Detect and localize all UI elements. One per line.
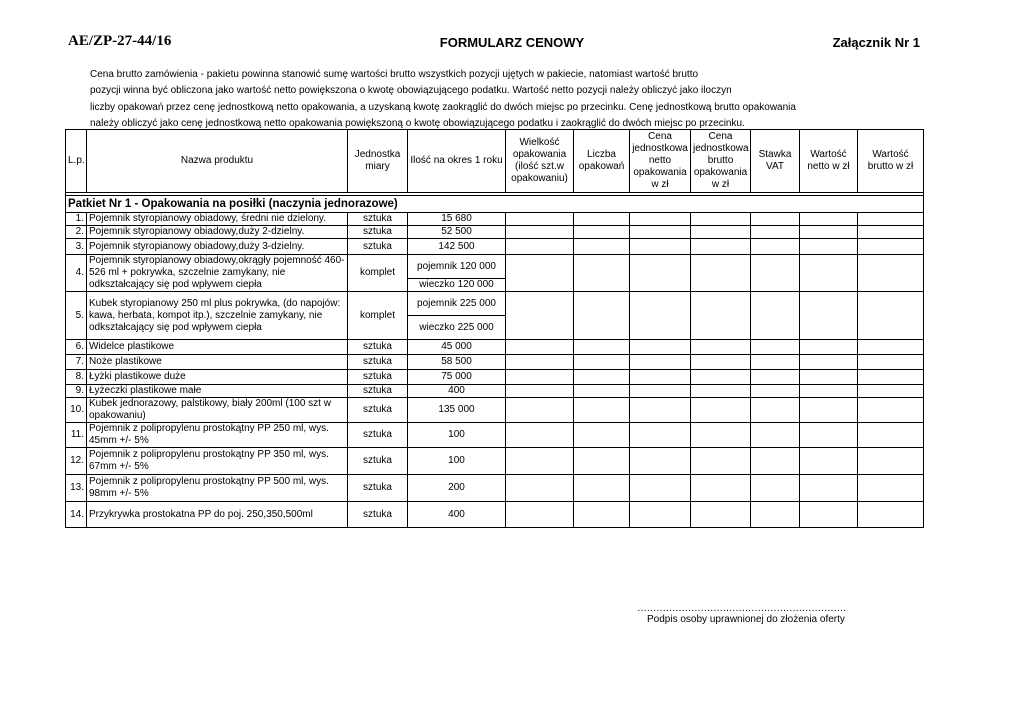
cell-name: Kubek jednorazowy, palstikowy, biały 200ml (100 szt w opakowaniu): [87, 398, 348, 423]
cell-pack-count: [574, 423, 630, 448]
cell-name: Noże plastikowe: [87, 355, 348, 370]
cell-unit-gross: [691, 239, 751, 255]
package-row: [66, 196, 924, 213]
cell-unit: sztuka: [348, 226, 408, 239]
cell-lp: 5.: [66, 292, 87, 340]
cell-unit: komplet: [348, 292, 408, 340]
cell-vat: [751, 385, 800, 398]
cell-net: [800, 213, 858, 226]
cell-name: Pojemnik styropianowy obiadowy,duży 2-dzielny.: [87, 226, 348, 239]
cell-unit-net: [630, 255, 691, 292]
cell-unit-net: [630, 398, 691, 423]
cell-qty: 75 000: [408, 370, 506, 385]
cell-vat: [751, 448, 800, 475]
cell-net: [800, 385, 858, 398]
document-reference: AE/ZP-27-44/16: [68, 33, 172, 49]
table-row: [66, 398, 924, 423]
table-row: [66, 213, 924, 226]
cell-unit-gross: [691, 448, 751, 475]
cell-lp: 8.: [66, 370, 87, 385]
table-row: [66, 226, 924, 239]
cell-net: [800, 370, 858, 385]
cell-pack-size: [506, 448, 574, 475]
price-table: [65, 129, 924, 528]
cell-pack-size: [506, 239, 574, 255]
cell-unit-gross: [691, 355, 751, 370]
cell-net: [800, 475, 858, 502]
cell-qty: pojemnik 120 000: [408, 255, 506, 279]
cell-unit: sztuka: [348, 398, 408, 423]
cell-lp: 14.: [66, 502, 87, 528]
cell-unit-net: [630, 239, 691, 255]
cell-vat: [751, 398, 800, 423]
cell-pack-size: [506, 213, 574, 226]
cell-name: Pojemnik z polipropylenu prostokątny PP 350 ml, wys. 67mm +/- 5%: [87, 448, 348, 475]
cell-unit-gross: [691, 213, 751, 226]
cell-pack-size: [506, 398, 574, 423]
cell-vat: [751, 423, 800, 448]
cell-unit: sztuka: [348, 502, 408, 528]
cell-unit-gross: [691, 340, 751, 355]
cell-unit-net: [630, 213, 691, 226]
cell-qty: 45 000: [408, 340, 506, 355]
cell-lp: 11.: [66, 423, 87, 448]
cell-lp: 13.: [66, 475, 87, 502]
col-vat-header: Stawka VAT: [751, 130, 800, 193]
cell-vat: [751, 255, 800, 292]
cell-net: [800, 226, 858, 239]
cell-vat: [751, 340, 800, 355]
cell-vat: [751, 292, 800, 340]
cell-qty: 200: [408, 475, 506, 502]
cell-unit-gross: [691, 292, 751, 340]
cell-pack-count: [574, 213, 630, 226]
cell-pack-size: [506, 385, 574, 398]
table-row: [66, 448, 924, 475]
table-row: [66, 355, 924, 370]
cell-unit-gross: [691, 475, 751, 502]
cell-gross: [858, 340, 924, 355]
cell-pack-size: [506, 292, 574, 340]
cell-unit-net: [630, 370, 691, 385]
package-title: Patkiet Nr 1 - Opakowania na posiłki (naczynia jednorazowe): [66, 196, 924, 213]
cell-vat: [751, 226, 800, 239]
col-unit-header: Jednostka miary: [348, 130, 408, 193]
cell-name: Pojemnik styropianowy obiadowy,duży 3-dzielny.: [87, 239, 348, 255]
cell-qty: 52 500: [408, 226, 506, 239]
cell-unit-gross: [691, 423, 751, 448]
cell-pack-size: [506, 355, 574, 370]
cell-net: [800, 239, 858, 255]
cell-name: Widelce plastikowe: [87, 340, 348, 355]
cell-unit: sztuka: [348, 355, 408, 370]
cell-qty: 142 500: [408, 239, 506, 255]
col-net-header: Wartość netto w zł: [800, 130, 858, 193]
cell-lp: 1.: [66, 213, 87, 226]
cell-gross: [858, 226, 924, 239]
col-gross-header: Wartość brutto w zł: [858, 130, 924, 193]
cell-unit-net: [630, 226, 691, 239]
cell-pack-count: [574, 502, 630, 528]
cell-unit-gross: [691, 370, 751, 385]
cell-gross: [858, 423, 924, 448]
cell-qty: 100: [408, 423, 506, 448]
cell-name: Pojemnik styropianowy obiadowy,okrągły pojemność 460-526 ml + pokrywka, szczelnie zamykany, nie odkształcający się pod wpływem ciepła: [87, 255, 348, 292]
col-qty-header: Ilość na okres 1 roku: [408, 130, 506, 193]
cell-net: [800, 398, 858, 423]
instruction-line: pozycji winna być obliczona jako wartość netto powiększona o kwotę obowiązującego podatku. Wartość netto pozycji należy obliczyć jako iloczyn: [90, 85, 732, 97]
col-unit-gross-header: Cena jednostkowa brutto opakowania w zł: [691, 130, 751, 193]
cell-pack-size: [506, 475, 574, 502]
cell-pack-size: [506, 255, 574, 292]
cell-unit-net: [630, 502, 691, 528]
cell-pack-size: [506, 226, 574, 239]
cell-lp: 7.: [66, 355, 87, 370]
cell-gross: [858, 355, 924, 370]
cell-unit: sztuka: [348, 340, 408, 355]
cell-lp: 10.: [66, 398, 87, 423]
cell-qty: 100: [408, 448, 506, 475]
cell-unit: sztuka: [348, 239, 408, 255]
cell-gross: [858, 385, 924, 398]
cell-lp: 4.: [66, 255, 87, 292]
cell-gross: [858, 255, 924, 292]
cell-unit-gross: [691, 226, 751, 239]
cell-net: [800, 255, 858, 292]
col-lp-header: L.p.: [66, 130, 87, 193]
cell-pack-size: [506, 502, 574, 528]
table-row: [66, 385, 924, 398]
cell-net: [800, 448, 858, 475]
signature-line: …………………………………………………………: [637, 603, 846, 614]
cell-unit-gross: [691, 398, 751, 423]
cell-vat: [751, 213, 800, 226]
col-unit-net-header: Cena jednostkowa netto opakowania w zł: [630, 130, 691, 193]
table-row: [66, 370, 924, 385]
cell-pack-size: [506, 423, 574, 448]
cell-pack-count: [574, 475, 630, 502]
cell-unit-gross: [691, 385, 751, 398]
cell-vat: [751, 475, 800, 502]
cell-gross: [858, 448, 924, 475]
cell-unit: sztuka: [348, 370, 408, 385]
cell-pack-count: [574, 448, 630, 475]
annex-label: Załącznik Nr 1: [832, 35, 920, 50]
cell-unit-net: [630, 448, 691, 475]
cell-qty: 400: [408, 502, 506, 528]
cell-lp: 9.: [66, 385, 87, 398]
cell-gross: [858, 213, 924, 226]
cell-gross: [858, 475, 924, 502]
signature-label: Podpis osoby uprawnionej do złożenia oferty: [647, 614, 845, 625]
cell-unit-gross: [691, 502, 751, 528]
cell-qty: 400: [408, 385, 506, 398]
instruction-line: Cena brutto zamówienia - pakietu powinna stanowić sumę wartości brutto wszystkich pozycji ujętych w pakiecie, natomiast wartość brutto: [90, 69, 699, 80]
cell-pack-count: [574, 239, 630, 255]
cell-unit: sztuka: [348, 475, 408, 502]
cell-pack-count: [574, 255, 630, 292]
cell-unit: sztuka: [348, 385, 408, 398]
cell-qty: wieczko 120 000: [408, 279, 506, 292]
col-name-header: Nazwa produktu: [87, 130, 348, 193]
cell-name: Łyżeczki plastikowe małe: [87, 385, 348, 398]
cell-unit-net: [630, 292, 691, 340]
cell-net: [800, 340, 858, 355]
table-row: [66, 423, 924, 448]
table-row: [66, 475, 924, 502]
cell-pack-count: [574, 370, 630, 385]
table-row: [66, 239, 924, 255]
col-pack-size-header: Wielkość opakowania (ilość szt.w opakowaniu): [506, 130, 574, 193]
cell-net: [800, 355, 858, 370]
cell-qty: 135 000: [408, 398, 506, 423]
cell-name: Pojemnik z polipropylenu prostokątny PP 250 ml, wys. 45mm +/- 5%: [87, 423, 348, 448]
cell-unit-gross: [691, 255, 751, 292]
col-pack-count-header: Liczba opakowań: [574, 130, 630, 193]
cell-name: Pojemnik styropianowy obiadowy, średni nie dzielony.: [87, 213, 348, 226]
instruction-line: liczby opakowań przez cenę jednostkową netto opakowania, a uzyskaną kwotę zaokrąglić do dwóch miejsc po przecinku. Cenę jednostkową brutto opakowania: [90, 101, 796, 113]
cell-pack-size: [506, 340, 574, 355]
cell-pack-size: [506, 370, 574, 385]
cell-name: Pojemnik z polipropylenu prostokątny PP 500 ml, wys. 98mm +/- 5%: [87, 475, 348, 502]
cell-qty: pojemnik 225 000: [408, 292, 506, 316]
cell-name: Kubek styropianowy 250 ml plus pokrywka, (do napojów: kawa, herbata, kompot itp.), szczelnie zamykany, nie odkształcający się pod wpływem ciepła: [87, 292, 348, 340]
cell-vat: [751, 502, 800, 528]
cell-name: Przykrywka prostokatna PP do poj. 250,350,500ml: [87, 502, 348, 528]
cell-unit-net: [630, 475, 691, 502]
cell-vat: [751, 355, 800, 370]
cell-gross: [858, 398, 924, 423]
cell-pack-count: [574, 292, 630, 340]
form-title: FORMULARZ CENOWY: [439, 35, 585, 50]
cell-lp: 2.: [66, 226, 87, 239]
cell-unit-net: [630, 385, 691, 398]
cell-qty: wieczko 225 000: [408, 316, 506, 340]
cell-unit: sztuka: [348, 448, 408, 475]
table-row: [66, 255, 924, 279]
cell-net: [800, 423, 858, 448]
cell-gross: [858, 239, 924, 255]
cell-pack-count: [574, 226, 630, 239]
cell-qty: 58 500: [408, 355, 506, 370]
header-row: [66, 130, 924, 193]
cell-vat: [751, 239, 800, 255]
cell-unit-net: [630, 423, 691, 448]
cell-pack-count: [574, 340, 630, 355]
cell-vat: [751, 370, 800, 385]
cell-unit-net: [630, 355, 691, 370]
cell-name: Łyżki plastikowe duże: [87, 370, 348, 385]
instruction-line: należy obliczyć jako cenę jednostkową netto opakowania powiększoną o kwotę obowiązującego podatku i zaokrąglić do dwóch miejsc po przecinku.: [90, 117, 745, 129]
table-row: [66, 502, 924, 528]
table-row: [66, 340, 924, 355]
cell-qty: 15 680: [408, 213, 506, 226]
cell-gross: [858, 292, 924, 340]
instructions: [90, 67, 870, 132]
cell-lp: 3.: [66, 239, 87, 255]
table-body: [66, 213, 924, 528]
cell-pack-count: [574, 355, 630, 370]
cell-unit: sztuka: [348, 213, 408, 226]
cell-net: [800, 292, 858, 340]
table-row: [66, 292, 924, 316]
cell-pack-count: [574, 398, 630, 423]
cell-lp: 12.: [66, 448, 87, 475]
cell-unit-net: [630, 340, 691, 355]
cell-gross: [858, 370, 924, 385]
cell-unit: komplet: [348, 255, 408, 292]
cell-pack-count: [574, 385, 630, 398]
cell-lp: 6.: [66, 340, 87, 355]
cell-net: [800, 502, 858, 528]
cell-unit: sztuka: [348, 423, 408, 448]
cell-gross: [858, 502, 924, 528]
